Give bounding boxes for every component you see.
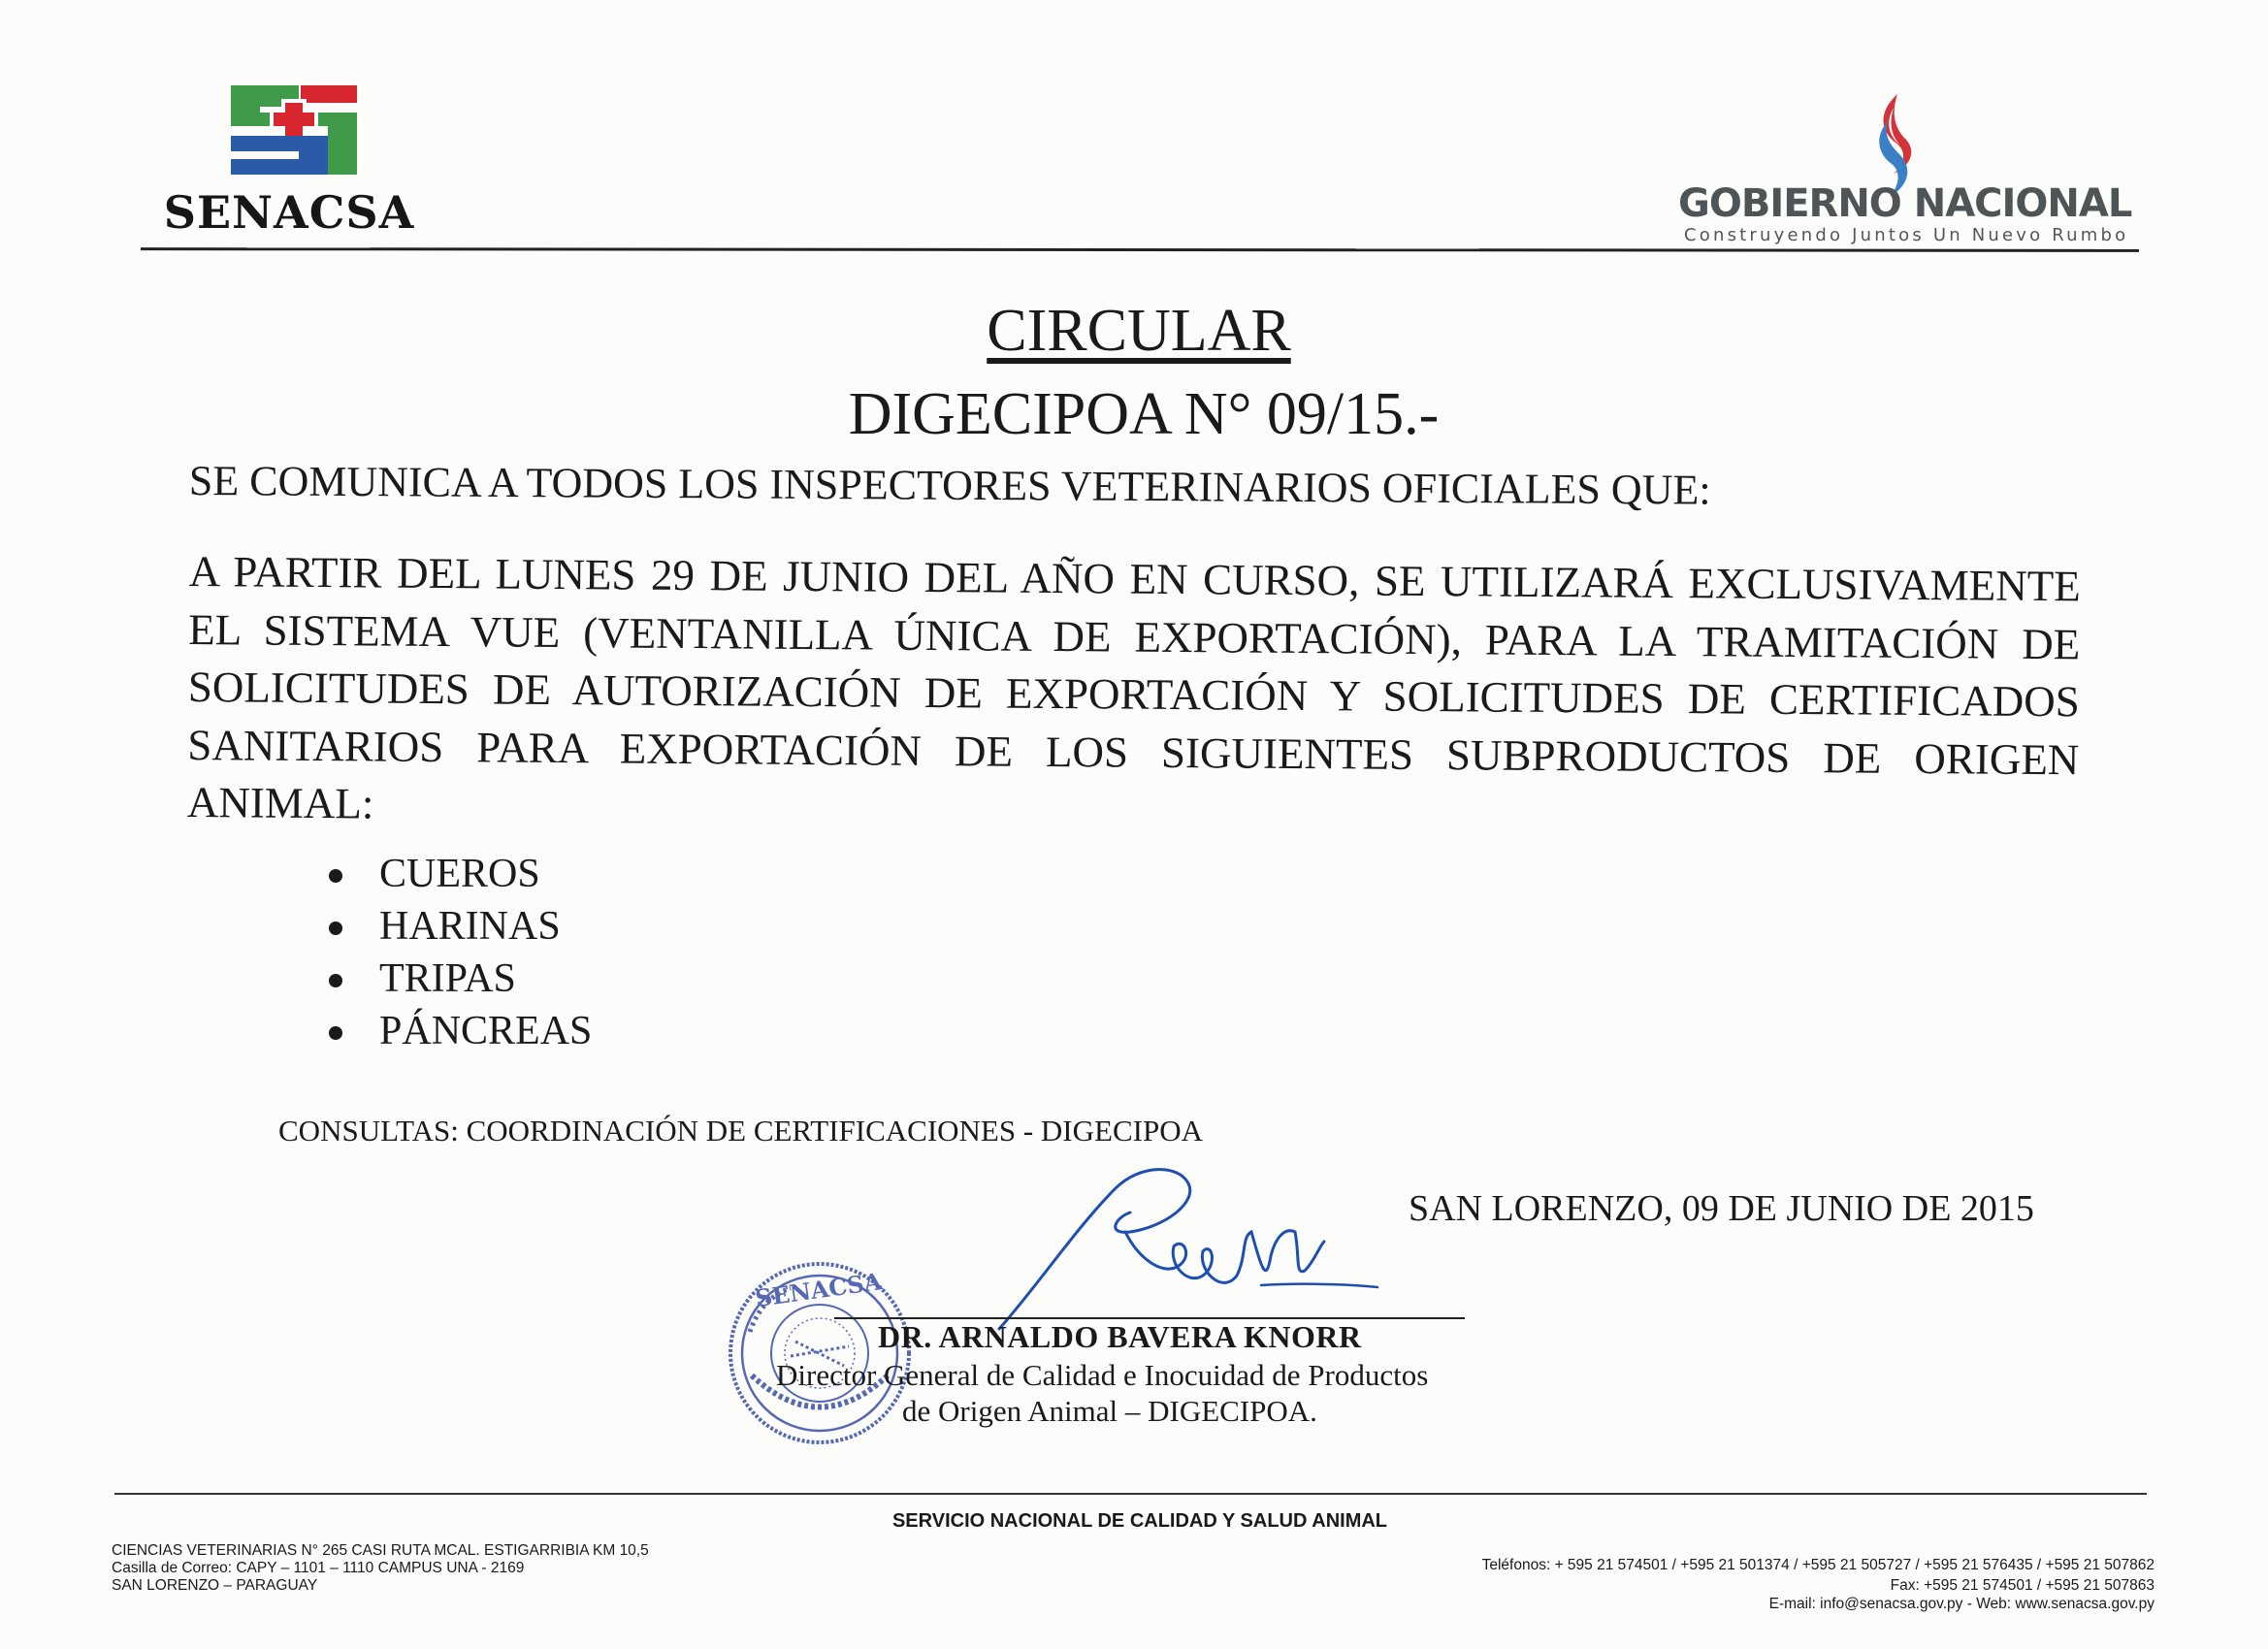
gobierno-slogan: Construyendo Juntos Un Nuevo Rumbo <box>1684 225 2129 245</box>
footer-phones: Teléfonos: + 595 21 574501 / +595 21 501374 / +595 21 505727 / +595 21 576435 / +595 21 507862 <box>1481 1557 2155 1573</box>
circular-number: DIGECIPOA N° 09/15.- <box>848 381 1440 447</box>
gobierno-nacional-logo <box>1678 92 2144 252</box>
place-and-date: SAN LORENZO, 09 DE JUNIO DE 2015 <box>1409 1188 2034 1229</box>
intro-text: SE COMUNICA A TODOS LOS INSPECTORES VETERINARIOS OFICIALES QUE: <box>188 456 1711 514</box>
body-paragraph: A PARTIR DEL LUNES 29 DE JUNIO DEL AÑO EN CURSO, SE UTILIZARÁ EXCLUSIVAMENTE EL SISTEMA VUE (VENTANILLA ÚNICA DE EXPORTACIÓN), PARA LA TRAMITACIÓN DE SOLICITUDES DE AUTORIZACIÓN DE EXPORTACIÓN Y SOLICITUDES DE CERTIFICADOS SANITARIOS PARA EXPORTACIÓN DE LOS SIGUIENTES SUBPRODUCTOS DE ORIGEN ANIMAL: <box>186 546 2081 828</box>
senacsa-wordmark: SENACSA <box>163 186 415 239</box>
header-divider <box>141 247 2139 252</box>
senacsa-emblem-icon <box>221 78 367 184</box>
product-list <box>325 848 592 1057</box>
senacsa-logo <box>144 78 435 239</box>
list-item: HARINAS <box>325 900 592 953</box>
footer-address-line-1: CIENCIAS VETERINARIAS N° 265 CASI RUTA MCAL. ESTIGARRIBIA KM 10,5 <box>112 1542 649 1559</box>
svg-text:SENACSA: SENACSA <box>753 1267 884 1313</box>
gobierno-nacional-wordmark: GOBIERNO NACIONAL <box>1678 181 2132 226</box>
footer-contact-email-web: E-mail: info@senacsa.gov.py - Web: www.senacsa.gov.py <box>1768 1596 2155 1612</box>
footer-organization-name: SERVICIO NACIONAL DE CALIDAD Y SALUD ANIMAL <box>891 1510 1388 1532</box>
consultas-note: CONSULTAS: COORDINACIÓN DE CERTIFICACIONES - DIGECIPOA <box>278 1114 1203 1148</box>
signer-name: DR. ARNALDO BAVERA KNORR <box>878 1319 1362 1354</box>
list-item: CUEROS <box>325 848 592 900</box>
footer-fax: Fax: +595 21 574501 / +595 21 507863 <box>1890 1577 2155 1594</box>
list-item: TRIPAS <box>325 953 592 1005</box>
footer-address-line-3: SAN LORENZO – PARAGUAY <box>112 1577 318 1594</box>
handwritten-signature <box>970 1159 1397 1334</box>
list-item: PÁNCREAS <box>325 1005 592 1057</box>
signer-title-line-2: de Origen Animal – DIGECIPOA. <box>902 1394 1317 1428</box>
footer-divider <box>114 1493 2147 1495</box>
footer-address-line-2: Casilla de Correo: CAPY – 1101 – 1110 CAMPUS UNA - 2169 <box>112 1560 525 1576</box>
document-title: CIRCULAR <box>987 298 1291 364</box>
signer-title-line-1: Director General de Calidad e Inocuidad de Productos <box>776 1358 1429 1392</box>
